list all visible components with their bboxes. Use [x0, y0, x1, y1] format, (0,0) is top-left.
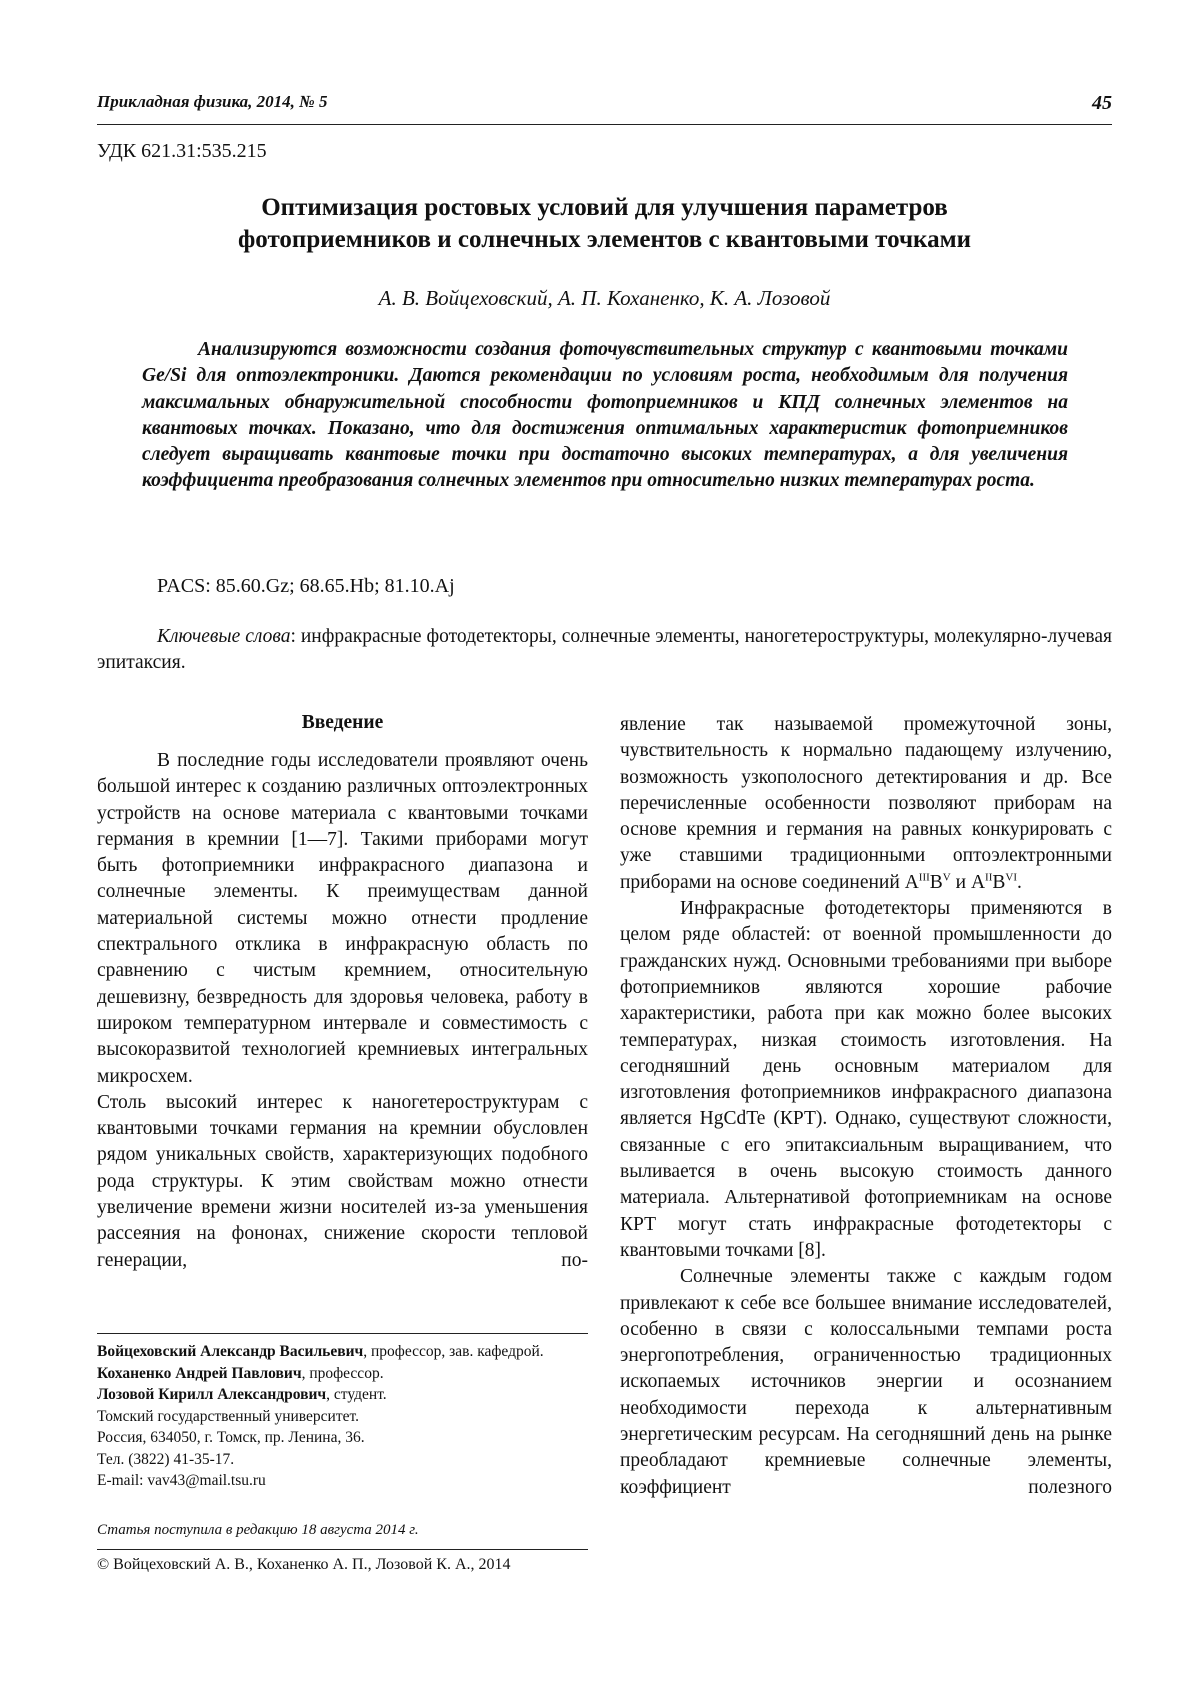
article-title: [97, 192, 1112, 256]
udk-code: УДК 621.31:535.215: [97, 140, 267, 162]
phone: Тел. (3822) 41-35-17.: [97, 1450, 235, 1468]
author-3-name: Лозовой Кирилл Александрович: [97, 1386, 327, 1403]
compound-b1-sup: V: [942, 871, 951, 884]
keywords: [97, 624, 1112, 676]
email[interactable]: E-mail: vav43@mail.tsu.ru: [97, 1472, 266, 1489]
footnote-author-3: [97, 1384, 588, 1406]
journal-header: Прикладная физика, 2014, № 5: [97, 92, 328, 111]
author-3-role: , студент.: [326, 1386, 387, 1403]
column-right: [620, 712, 1112, 1501]
intro-paragraph-1: В последние годы исследователи проявляют очень большой интерес к созданию различных оптоэлектронных устройств на основе материала с квантовыми точками германия в кремнии [1—7]. Такими приборами могут быть фотоприемники инфракрасного диапазона и солнечные элементы. К преимуществам данной материальной системы можно отнести продление спектрального отклика в инфракрасную область по сравнению с чистым кремнием, относительную дешевизну, безвредность для здоровья человека, работу в широком температурном интервале и совместимость с высокоразвитой технологией кремниевых интегральных микросхем.: [97, 750, 588, 1087]
col2-paragraph-2: Инфракрасные фотодетекторы применяются в целом ряде областей: от военной промышленности до гражданских нужд. Основными требованиями при выборе фотоприемников являются хорошие рабочие характеристики, работа при как можно более высоких температурах, низкая стоимость изготовления. На сегодняшний день основным материалом для изготовления фотоприемников инфракрасного диапазона является HgCdTe (КРТ). Однако, существуют сложности, связанные с его эпитаксиальным выращиванием, что выливается в очень высокую стоимость данного материала. Альтернативой фотоприемникам на основе КРТ могут стать инфракрасные фотодетекторы с квантовыми точками [8].: [620, 898, 1112, 1261]
compound-b2-sup: VI: [1005, 871, 1017, 884]
title-line-1: Оптимизация ростовых условий для улучшения параметров: [261, 194, 948, 221]
column-left: [97, 748, 588, 1274]
col2-paragraph-3: Солнечные элементы также с каждым годом привлекают к себе все большее внимание исследователей, особенно в связи с колоссальными темпами роста энергопотребления, ограниченностью традиционных ископаемых источников энергии и осознанием необходимости перехода к альтернативным энергетическим ресурсам. На сегодняшний день на рынке преобладают кремниевые солнечные элементы, коэффициент полезного: [620, 1266, 1112, 1498]
compound-end: .: [1016, 871, 1022, 893]
compound-a1: A: [904, 871, 919, 893]
copyright-rule: [97, 1549, 588, 1550]
title-line-2: фотоприемников и солнечных элементов с квантовыми точками: [238, 226, 971, 253]
intro-paragraph-2: Столь высокий интерес к наногетероструктурам с квантовыми точками германия на кремнии обусловлен рядом уникальных свойств, характеризующих подобного рода структуры. К этим свойствам можно отнести увеличение времени жизни носителей из-за уменьшения рассеяния на фононах, снижение скорости тепловой генерации, по-: [97, 1091, 588, 1271]
authors: А. В. Войцеховский, А. П. Коханенко, К. А. Лозовой: [378, 286, 831, 310]
compound-b1: B: [929, 871, 943, 893]
received-date: Статья поступила в редакцию 18 августа 2014 г.: [97, 1522, 419, 1538]
address: Россия, 634050, г. Томск, пр. Ленина, 36.: [97, 1429, 365, 1446]
author-2-role: , профессор.: [301, 1364, 384, 1382]
keywords-label: Ключевые слова: [157, 626, 291, 647]
col2-paragraph-1: [620, 712, 1112, 896]
author-1-name: Войцеховский Александр Васильевич: [97, 1343, 364, 1360]
abstract: Анализируются возможности создания фоточувствительных структур с квантовыми точками Ge/Si для оптоэлектроники. Даются рекомендации по условиям роста, необходимым для получения максимальных обнаружительной способности фотоприемников и КПД солнечных элементов на квантовых точках. Показано, что для достижения оптимальных характеристик фотоприемников следует выращивать квантовые точки при достаточно высоких температурах, а для увеличения коэффициента преобразования солнечных элементов при относительно низких температурах роста.: [142, 339, 1068, 492]
compound-a2-sup: II: [985, 871, 993, 884]
section-heading-intro: Введение: [301, 712, 384, 733]
footnote-author-1: [97, 1341, 588, 1363]
page-number: 45: [1092, 92, 1112, 114]
footnote-author-2: [97, 1363, 588, 1385]
author-2-name: Коханенко Андрей Павлович: [97, 1364, 302, 1382]
header-rule: [97, 124, 1112, 125]
col2-paragraph-1-text: явление так называемой промежуточной зоны, чувствительность к нормально падающему излучению, возможность узкополосного детектирования и др. Все перечисленные особенности позволяют приборам на основе кремния и германия на равных конкурировать с уже ставшими традиционными оптоэлектронными приборами на основе соединений: [620, 714, 1112, 893]
author-footnote: [97, 1341, 588, 1492]
compound-a1-sup: III: [918, 871, 930, 884]
affiliation: Томский государственный университет.: [97, 1407, 359, 1425]
footnote-rule: [97, 1333, 588, 1334]
compound-and: и: [950, 871, 971, 893]
compound-b2: B: [992, 871, 1006, 893]
copyright: © Войцеховский А. В., Коханенко А. П., Лозовой К. А., 2014: [97, 1556, 511, 1573]
pacs-codes: PACS: 85.60.Gz; 68.65.Hb; 81.10.Aj: [157, 575, 455, 597]
compound-a2: A: [970, 871, 986, 893]
author-1-role: , профессор, зав. кафедрой.: [363, 1343, 544, 1360]
keywords-text: : инфракрасные фотодетекторы, солнечные элементы, наногетероструктуры, молекулярно-лучевая эпитаксия.: [97, 626, 1112, 673]
